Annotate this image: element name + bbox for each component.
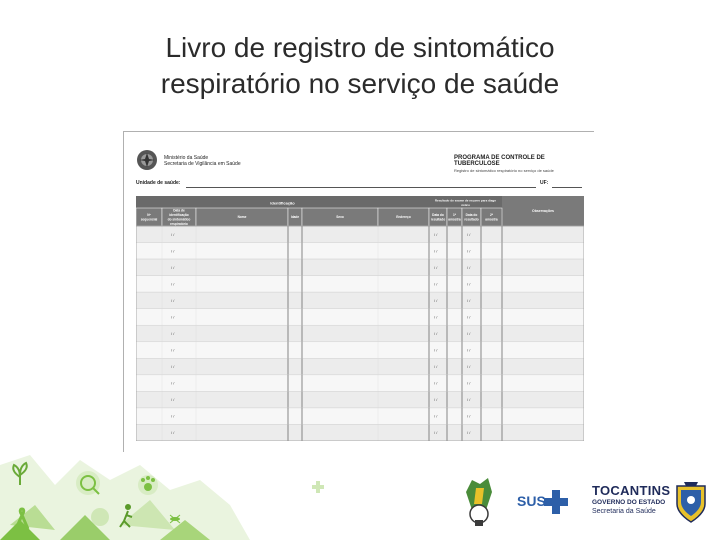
header-label-name-0: Nome (237, 215, 247, 220)
tocantins-logo (588, 470, 718, 530)
date-id-slash: / / (171, 248, 175, 254)
table-row (136, 342, 584, 359)
date-res1-slash: / / (434, 314, 438, 320)
state-health-mascot-logo (458, 470, 500, 530)
obs-header-label: Observações (532, 209, 554, 213)
header-label-res1-0: 1ª (453, 213, 456, 217)
header-label-num-1: sequencial (140, 217, 158, 222)
date-res1-slash: / / (434, 430, 438, 436)
header-label-date_res1-1: resultado (430, 217, 446, 222)
cross-icon (312, 481, 324, 493)
tocantins-secretaria: Secretaria da Saúde (592, 508, 656, 515)
date-id-slash: / / (171, 380, 175, 386)
date-id-slash: / / (171, 281, 175, 287)
register-table-svg (136, 196, 584, 441)
date-id-slash: / / (171, 331, 175, 336)
date-res2-slash: / / (467, 430, 471, 436)
table-row (136, 276, 584, 293)
title-line-2: respiratório no serviço de saúde (160, 68, 560, 99)
date-res2-slash: / / (467, 397, 471, 403)
date-res2-slash: / / (467, 231, 471, 237)
date-res2-slash: / / (467, 413, 471, 419)
date-res2-slash: / / (467, 248, 471, 254)
table-row (136, 226, 584, 243)
date-id-slash: / / (171, 430, 175, 436)
header-label-date_id-0: Data de (173, 208, 185, 213)
header-label-date_res2-0: Data do (465, 213, 478, 217)
date-id-slash: / / (171, 297, 175, 303)
date-res2-slash: / / (467, 347, 471, 353)
program-header (454, 155, 584, 173)
mascot-icon (458, 470, 500, 530)
date-id-slash: / / (171, 231, 175, 237)
title-line-1: Livro de registro de sintomático (165, 32, 555, 63)
unit-line (186, 187, 536, 188)
date-res1-slash: / / (434, 380, 438, 386)
table-row (136, 259, 584, 276)
table-row (136, 292, 584, 309)
header-label-res2-0: 2ª (490, 213, 493, 217)
date-id-slash: / / (171, 413, 175, 419)
table-row (136, 391, 584, 408)
slide-title (0, 30, 720, 102)
header-label-res1-1: amostra (448, 217, 461, 222)
header-label-date_res2-1: resultado (464, 217, 479, 222)
date-res2-slash: / / (467, 380, 471, 386)
date-res2-slash: / / (467, 331, 471, 336)
ministry-line-2: Secretaria de Vigilância em Saúde (164, 161, 241, 167)
tocantins-name: TOCANTINS (592, 483, 671, 498)
date-id-slash: / / (171, 397, 175, 403)
date-res2-slash: / / (467, 264, 471, 270)
date-res1-slash: / / (434, 281, 438, 287)
date-res1-slash: / / (434, 347, 438, 353)
date-res2-slash: / / (467, 297, 471, 303)
header-label-date_res1-0: Data do (432, 213, 444, 217)
table-row (136, 408, 584, 425)
header-label-date_id-3: respiratório (170, 221, 188, 226)
ministry-header (164, 155, 241, 167)
date-res1-slash: / / (434, 264, 438, 270)
program-subtitle: Registro de sintomático respiratório no serviço de saúde (454, 168, 554, 173)
sus-text: SUS (517, 493, 546, 509)
header-label-num-0: Nº (147, 213, 151, 217)
date-res1-slash: / / (434, 364, 438, 370)
date-res1-slash: / / (434, 331, 438, 336)
date-res1-slash: / / (434, 397, 438, 403)
section-identificacao-label: Identificação (270, 200, 295, 206)
table-row (136, 424, 584, 441)
ministry-line-1: Ministério da Saúde (164, 155, 209, 161)
date-id-slash: / / (171, 364, 175, 370)
coat-of-arms-icon (674, 478, 708, 524)
date-id-slash: / / (171, 347, 175, 353)
table-row (136, 309, 584, 326)
unit-label: Unidade de saúde: (136, 180, 181, 186)
register-table (136, 196, 584, 441)
header-label-date_id-2: do sintomático (167, 217, 191, 222)
program-title: PROGRAMA DE CONTROLE DE TUBERCULOSE (454, 155, 545, 167)
header-label-sex-0: Sexo (336, 215, 344, 220)
header-label-age-0: Idade (290, 215, 300, 220)
register-form-image (123, 131, 594, 452)
brasao-icon (136, 149, 158, 171)
date-res2-slash: / / (467, 364, 471, 370)
date-res1-slash: / / (434, 413, 438, 419)
table-row (136, 375, 584, 392)
header-label-date_id-1: identificação (169, 213, 189, 217)
date-res1-slash: / / (434, 231, 438, 237)
table-row (136, 243, 584, 260)
table-row (136, 325, 584, 342)
date-id-slash: / / (171, 314, 175, 320)
header-label-res2-1: amostra (485, 217, 498, 222)
sus-logo (516, 470, 576, 530)
date-res1-slash: / / (434, 297, 438, 303)
date-res1-slash: / / (434, 248, 438, 254)
header-label-address-0: Endereço (396, 215, 411, 220)
date-id-slash: / / (171, 264, 175, 270)
uf-label: UF: (540, 180, 549, 186)
uf-line (552, 187, 582, 188)
section-resultado-label-2: óstico (461, 203, 470, 207)
health-icons-pattern (0, 455, 250, 540)
table-row (136, 358, 584, 375)
date-res2-slash: / / (467, 281, 471, 287)
tocantins-gov: GOVERNO DO ESTADO (592, 499, 666, 506)
section-resultado-label-1: Resultado do exame de escarro para diagn (434, 198, 497, 203)
date-res2-slash: / / (467, 314, 471, 320)
